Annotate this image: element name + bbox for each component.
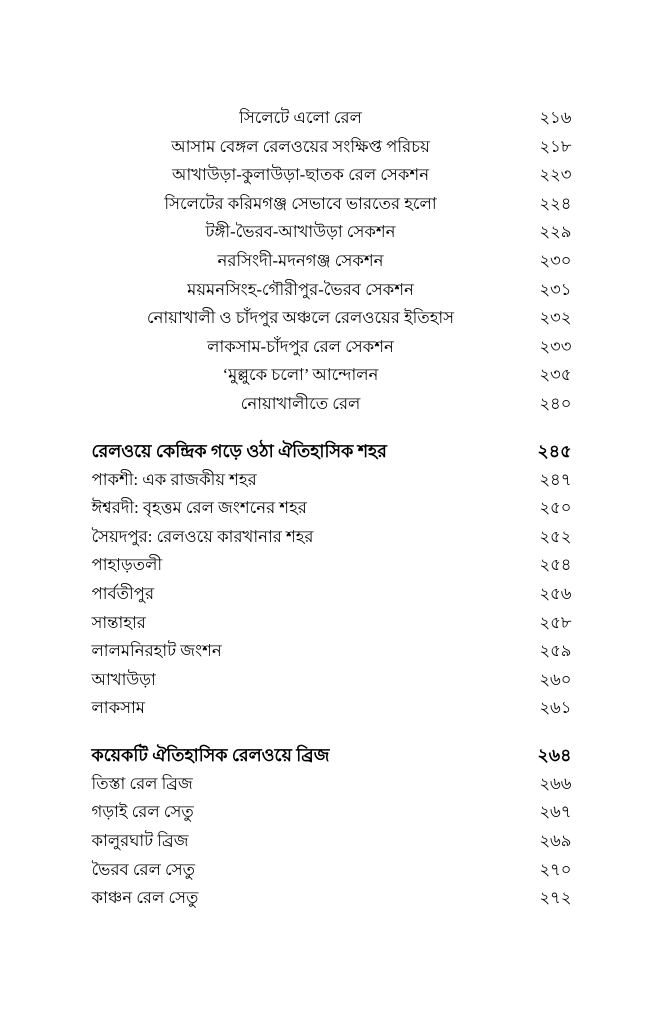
toc-entry-label: আখাউড়া-কুলাউড়া-ছাতক রেল সেকশন [171, 165, 430, 185]
toc-entry[interactable] [92, 637, 572, 666]
toc-entry-label: কালুরঘাট ব্রিজ [91, 831, 189, 851]
toc-entry-label: সান্তাহার [91, 612, 146, 632]
toc-entry-label: পাকশী: এক রাজকীয় শহর [91, 469, 257, 489]
toc-entry-label: রেলওয়ে কেন্দ্রিক গড়ে ওঠা ঐতিহাসিক শহর [91, 440, 387, 461]
group-railway-bridges [0, 740, 663, 913]
toc-entry-page-number: ২৫৬ [539, 583, 572, 603]
toc-entry[interactable] [92, 884, 572, 913]
toc-entry[interactable] [92, 190, 572, 219]
toc-entry[interactable] [92, 247, 572, 276]
toc-entry-page-number: ২৫৪ [539, 555, 572, 575]
toc-entry[interactable] [92, 104, 572, 133]
toc-entry[interactable] [92, 827, 572, 856]
toc-entry-page-number: ২৬৪ [537, 744, 572, 765]
group-sylhet-noakhali [0, 104, 663, 419]
toc-entry-page-number: ২৫৯ [539, 641, 572, 661]
toc-section-heading[interactable] [92, 740, 572, 770]
toc-entry-label: আখাউড়া [91, 669, 156, 689]
toc-entry-page-number: ২২৯ [539, 222, 572, 242]
toc-entry-page-number: ২১৮ [539, 136, 572, 156]
toc-entry[interactable] [92, 304, 572, 333]
toc-entry[interactable] [92, 580, 572, 609]
toc-entry-label: তিস্তা রেল ব্রিজ [91, 773, 193, 793]
toc-entry-page-number: ২৬৬ [539, 773, 572, 793]
toc-entry-page-number: ২৭০ [539, 859, 572, 879]
toc-entry-label: ‘মুল্লুকে চলো’ আন্দোলন [222, 365, 379, 385]
toc-entry-label: সিলেটের করিমগঞ্জ সেভাবে ভারতের হলো [164, 193, 437, 213]
toc-entry-page-number: ২৪০ [539, 393, 572, 413]
toc-entry[interactable] [92, 666, 572, 695]
toc-entry-label: সিলেটে এলো রেল [239, 108, 362, 127]
toc-entry-label: সৈয়দপুর: রেলওয়ে কারখানার শহর [91, 526, 314, 546]
toc-entry-label: ভৈরব রেল সেতু [91, 859, 196, 879]
toc-entry-label: পাহাড়তলী [91, 555, 163, 575]
toc-entry-page-number: ২৩১ [539, 279, 572, 299]
toc-entry-label: নরসিংদী-মদনগঞ্জ সেকশন [217, 250, 384, 270]
toc-entry[interactable] [92, 161, 572, 190]
group-railway-cities [0, 436, 663, 723]
toc-entry[interactable] [92, 523, 572, 552]
toc-entry-label: টঙ্গী-ভৈরব-আখাউড়া সেকশন [205, 222, 396, 242]
toc-entry-page-number: ২২৩ [539, 165, 572, 185]
toc-entry-label: ঈশ্বরদী: বৃহত্তম রেল জংশনের শহর [91, 498, 307, 518]
toc-entry[interactable] [92, 333, 572, 362]
toc-entry-page-number: ২৫০ [539, 498, 572, 518]
toc-entry[interactable] [92, 133, 572, 162]
toc-entry[interactable] [92, 390, 572, 419]
toc-entry[interactable] [92, 276, 572, 305]
toc-entry[interactable] [92, 609, 572, 638]
toc-entry[interactable] [92, 856, 572, 885]
toc-entry-page-number: ২৬১ [539, 698, 572, 718]
toc-entry[interactable] [92, 551, 572, 580]
toc-entry[interactable] [92, 694, 572, 723]
toc-entry[interactable] [92, 798, 572, 827]
toc-entry-page-number: ২৩০ [539, 250, 572, 270]
toc-entry-label: লাকসাম-চাঁদপুর রেল সেকশন [207, 336, 394, 356]
toc-entry-label: নোয়াখালীতে রেল [240, 393, 361, 413]
toc-entry-page-number: ২৩৫ [539, 365, 572, 385]
toc-entry[interactable] [92, 494, 572, 523]
toc-entry-label: কাঞ্চন রেল সেতু [91, 888, 199, 908]
toc-entry[interactable] [92, 770, 572, 799]
toc-entry-page-number: ২৬৯ [539, 831, 572, 851]
toc-entry-page-number: ২৪৫ [537, 440, 572, 461]
table-of-contents [0, 104, 663, 913]
toc-entry[interactable] [92, 466, 572, 495]
toc-entry-label: গড়াই রেল সেতু [91, 802, 194, 822]
toc-entry-page-number: ২৭২ [539, 888, 572, 908]
toc-entry-page-number: ২৬৭ [539, 802, 572, 822]
toc-entry-page-number: ২২৪ [539, 193, 572, 213]
toc-entry-page-number: ২৫৮ [539, 612, 572, 632]
toc-entry-label: আসাম বেঙ্গল রেলওয়ের সংক্ষিপ্ত পরিচয় [171, 136, 430, 156]
toc-entry-label: কয়েকটি ঐতিহাসিক রেলওয়ে ব্রিজ [91, 744, 330, 765]
toc-entry-label: ময়মনসিংহ-গৌরীপুর-ভৈরব সেকশন [187, 279, 414, 299]
toc-entry-page-number: ২১৬ [539, 108, 572, 127]
toc-entry-page-number: ২৪৭ [539, 469, 572, 489]
toc-section-heading[interactable] [92, 436, 572, 466]
toc-entry-label: লালমনিরহাট জংশন [91, 641, 222, 661]
toc-entry[interactable] [92, 218, 572, 247]
toc-entry-page-number: ২৩২ [539, 308, 572, 328]
toc-entry-page-number: ২৬০ [539, 669, 572, 689]
toc-entry-label: লাকসাম [91, 698, 145, 718]
toc-entry-label: পার্বতীপুর [91, 583, 155, 603]
toc-entry-page-number: ২৫২ [539, 526, 572, 546]
toc-entry-label: নোয়াখালী ও চাঁদপুর অঞ্চলে রেলওয়ের ইতিহাস [146, 308, 455, 328]
toc-entry-page-number: ২৩৩ [539, 336, 572, 356]
toc-entry[interactable] [92, 361, 572, 390]
